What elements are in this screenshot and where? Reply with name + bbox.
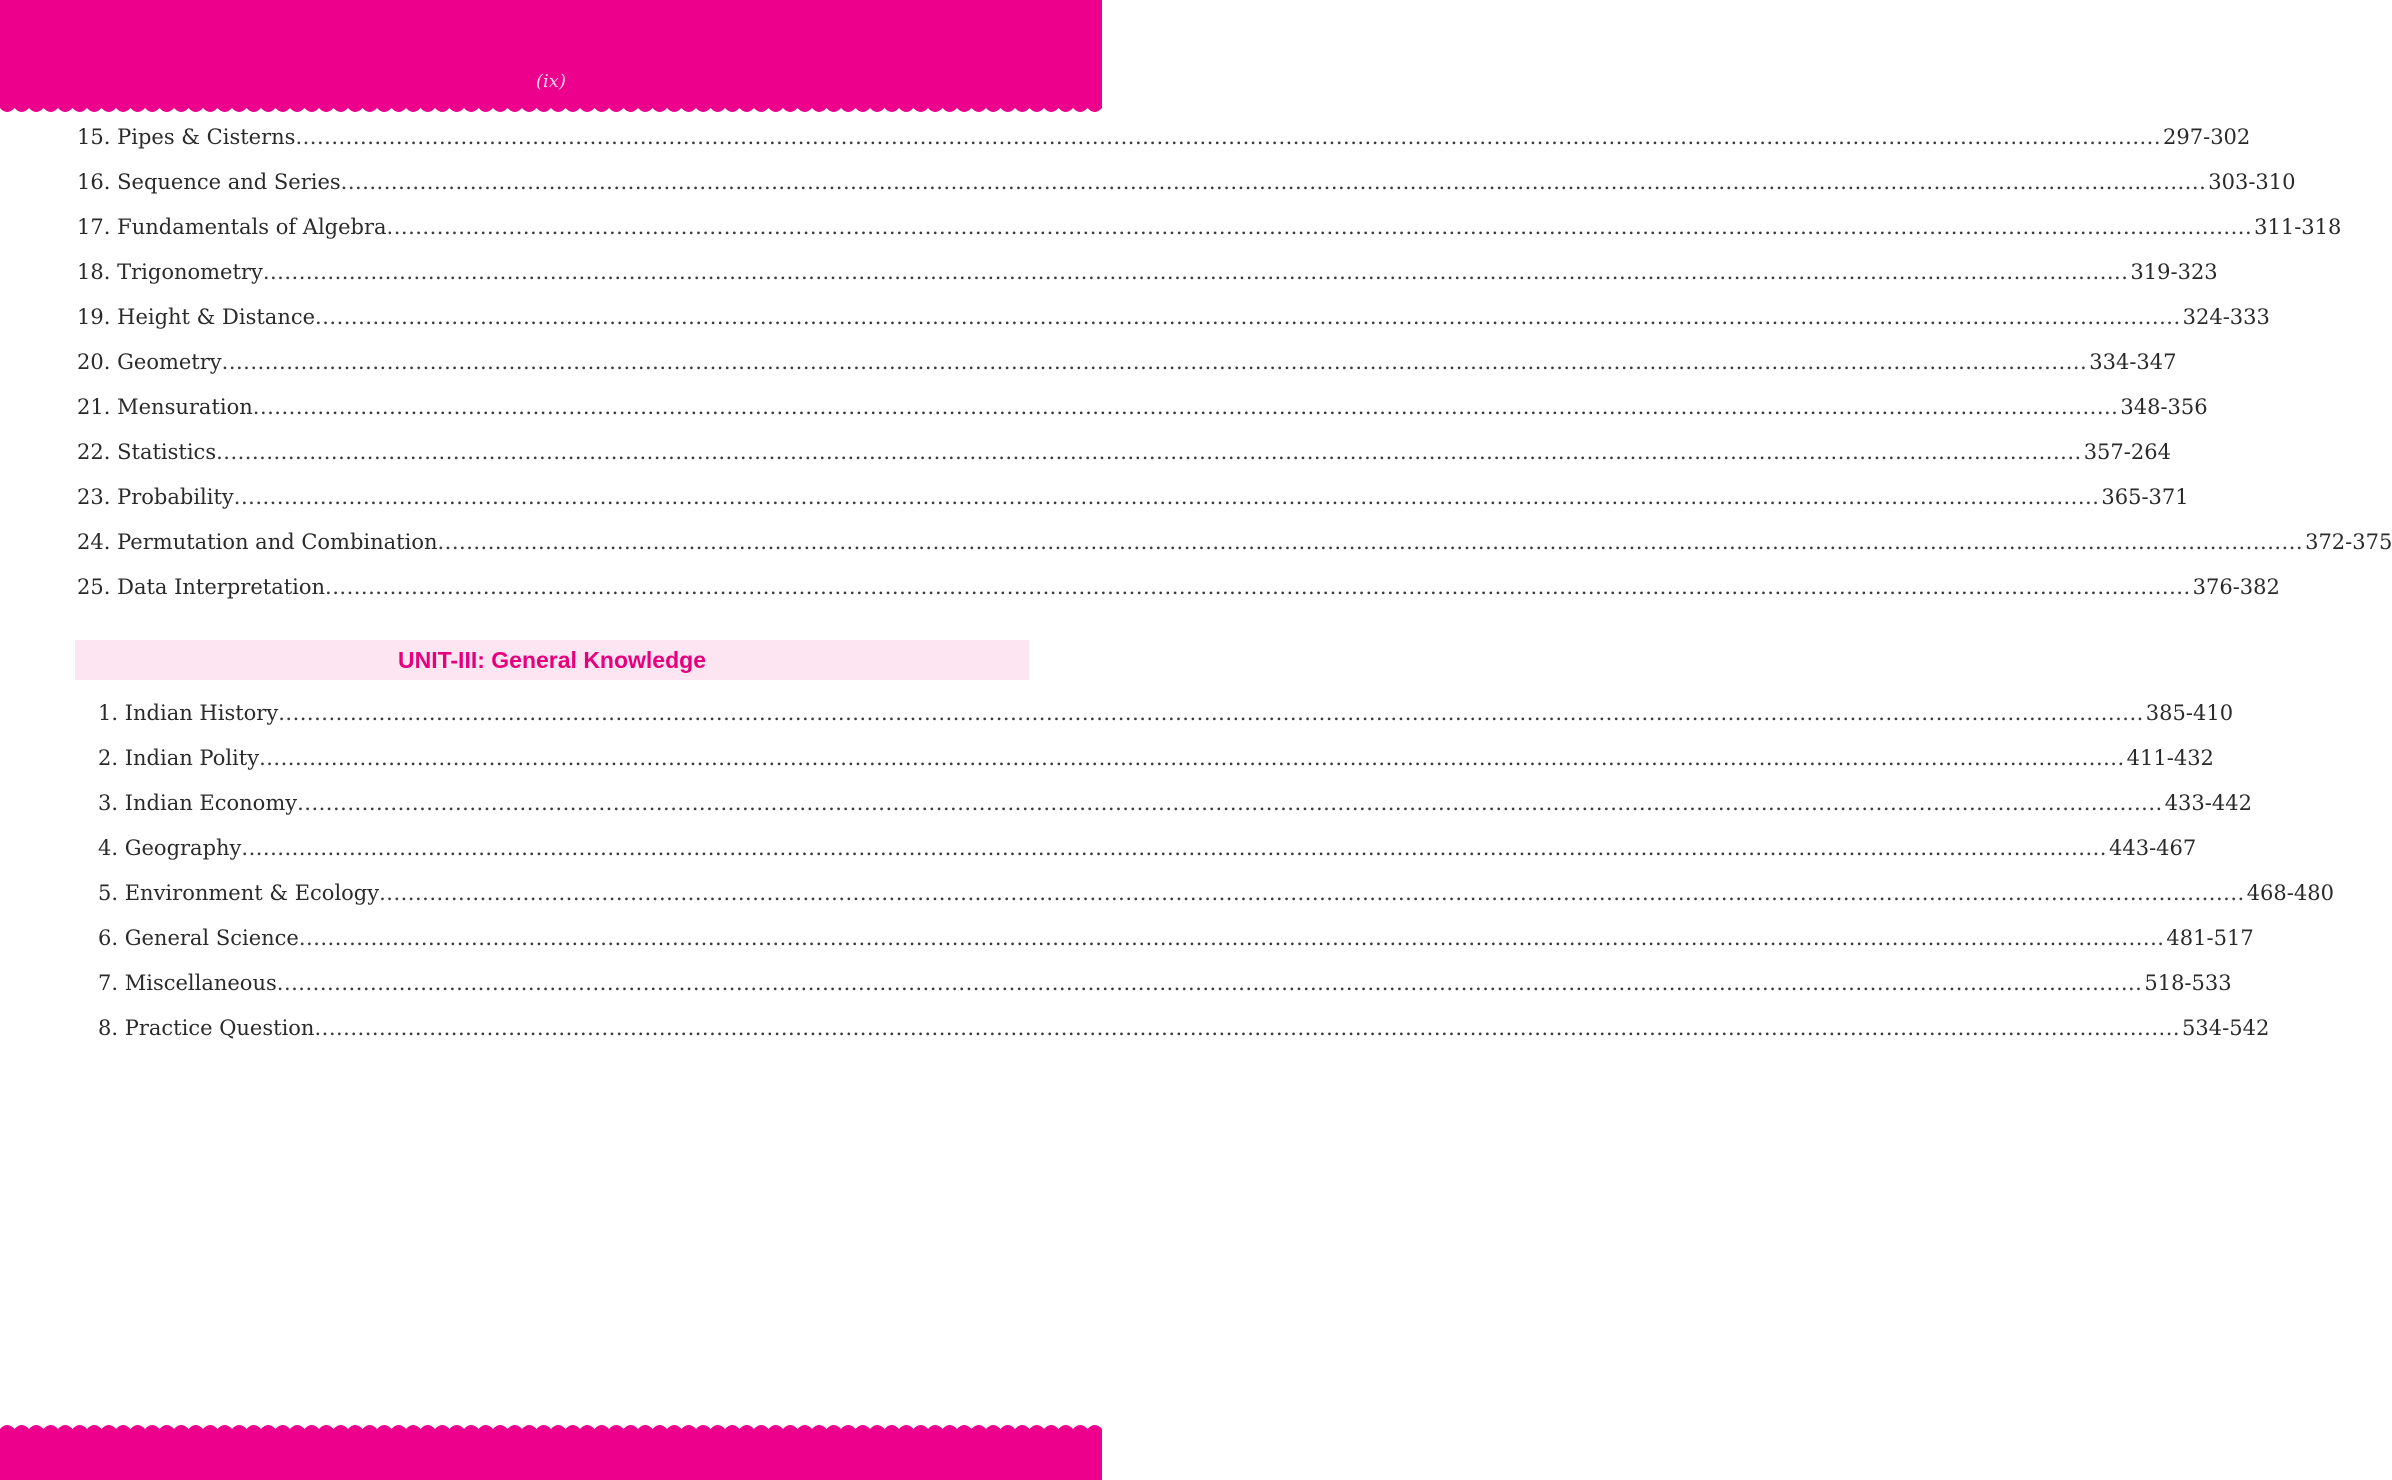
toc-entry-title: Environment & Ecology (124, 881, 380, 905)
dot-leader: .................................................................................................................................................................................................................................................................... (241, 836, 2107, 860)
toc-entry-pages: 372-375 (2305, 530, 2392, 554)
dot-leader: .................................................................................................................................................................................................................................................................... (221, 350, 2088, 374)
toc-entry-pages: 348-356 (2120, 395, 2208, 419)
toc-entry-number: 3. (97, 791, 118, 815)
toc-entry-number: 2. (97, 746, 118, 770)
toc-entry-pages: 319-323 (2130, 260, 2218, 284)
toc-entry (77, 211, 2342, 256)
toc-entry (77, 166, 2296, 211)
dot-leader: .................................................................................................................................................................................................................................................................... (297, 791, 2163, 815)
toc-entry-pages: 365-371 (2101, 485, 2189, 509)
toc-entry (77, 742, 2214, 787)
toc-entry-title: Fundamentals of Algebra (117, 215, 387, 239)
dot-leader: .................................................................................................................................................................................................................................................................... (295, 125, 2162, 149)
toc-entry-title: Data Interpretation (117, 575, 326, 599)
toc-entry-pages: 297-302 (2163, 125, 2251, 149)
dot-leader: .................................................................................................................................................................................................................................................................... (252, 395, 2119, 419)
toc-entry (77, 697, 2234, 742)
toc-entry-pages: 518-533 (2144, 971, 2232, 995)
toc-entry-title: Indian Economy (124, 791, 298, 815)
toc-entry (77, 832, 2197, 877)
footer-band (0, 1430, 1102, 1480)
toc-entry-title: Miscellaneous (124, 971, 277, 995)
toc-entry-number: 15. (77, 125, 111, 149)
toc-entry-pages: 481-517 (2166, 926, 2254, 950)
dot-leader: .................................................................................................................................................................................................................................................................... (379, 881, 2245, 905)
toc-entry-number: 5. (97, 881, 118, 905)
toc-entry (77, 877, 2334, 922)
toc-entry-title: Sequence and Series (117, 170, 341, 194)
toc-entry-title: Trigonometry (117, 260, 263, 284)
toc-list-general-knowledge (77, 697, 2334, 1057)
dot-leader: .................................................................................................................................................................................................................................................................... (315, 305, 2181, 329)
dot-leader: .................................................................................................................................................................................................................................................................... (437, 530, 2304, 554)
toc-entry-number: 22. (77, 440, 111, 464)
toc-entry-number: 17. (77, 215, 111, 239)
toc-entry-title: Height & Distance (117, 305, 316, 329)
toc-entry-pages: 385-410 (2145, 701, 2234, 725)
toc-entry-title: Statistics (117, 440, 217, 464)
toc-entry-title: Permutation and Combination (117, 530, 438, 554)
toc-entry-title: Geometry (117, 350, 222, 374)
toc-entry (77, 481, 2189, 526)
toc-entry (77, 571, 2280, 616)
page-number: (ix) (536, 71, 566, 92)
toc-entry-number: 24. (77, 530, 111, 554)
toc-entry-number: 4. (97, 836, 118, 860)
toc-entry (77, 121, 2251, 166)
toc-entry-title: Mensuration (117, 395, 253, 419)
dot-leader: .................................................................................................................................................................................................................................................................... (276, 971, 2143, 995)
toc-entry-pages: 468-480 (2246, 881, 2334, 905)
unit-heading: UNIT-III: General Knowledge (75, 640, 1029, 680)
toc-entry-number: 1. (97, 701, 118, 725)
toc-entry-title: Pipes & Cisterns (117, 125, 296, 149)
toc-entry-number: 21. (77, 395, 111, 419)
dot-leader: .................................................................................................................................................................................................................................................................... (340, 170, 2207, 194)
toc-entry-number: 25. (77, 575, 111, 599)
toc-entry (77, 346, 2177, 391)
toc-list-quantitative (77, 121, 2392, 616)
toc-entry (77, 256, 2218, 301)
toc-entry-pages: 324-333 (2182, 305, 2270, 329)
toc-entry (77, 526, 2392, 571)
toc-entry-number: 19. (77, 305, 111, 329)
toc-entry-pages: 433-442 (2164, 791, 2252, 815)
toc-entry-title: Indian Polity (124, 746, 260, 770)
toc-entry (77, 391, 2208, 436)
toc-entry (77, 922, 2254, 967)
toc-entry-pages: 534-542 (2182, 1016, 2270, 1040)
dot-leader: .................................................................................................................................................................................................................................................................... (386, 215, 2253, 239)
dot-leader: .................................................................................................................................................................................................................................................................... (259, 746, 2125, 770)
toc-entry-pages: 334-347 (2089, 350, 2177, 374)
header-scalloped-edge (0, 105, 1102, 115)
toc-entry-number: 6. (97, 926, 118, 950)
toc-entry-title: Indian History (124, 701, 279, 725)
toc-entry-pages: 443-467 (2108, 836, 2197, 860)
toc-entry-number: 18. (77, 260, 111, 284)
toc-entry-title: General Science (124, 926, 299, 950)
toc-entry (77, 967, 2232, 1012)
toc-entry-number: 7. (97, 971, 118, 995)
toc-entry-title: Practice Question (124, 1016, 315, 1040)
toc-entry-number: 8. (97, 1016, 118, 1040)
dot-leader: .................................................................................................................................................................................................................................................................... (216, 440, 2082, 464)
toc-entry-pages: 311-318 (2254, 215, 2342, 239)
toc-entry-pages: 303-310 (2208, 170, 2296, 194)
toc-entry-pages: 357-264 (2083, 440, 2171, 464)
toc-entry-pages: 411-432 (2126, 746, 2214, 770)
dot-leader: .................................................................................................................................................................................................................................................................... (278, 701, 2144, 725)
toc-entry-title: Geography (124, 836, 242, 860)
toc-entry-number: 20. (77, 350, 111, 374)
toc-entry-pages: 376-382 (2192, 575, 2280, 599)
toc-entry-number: 16. (77, 170, 111, 194)
toc-entry (77, 1012, 2270, 1057)
dot-leader: .................................................................................................................................................................................................................................................................... (325, 575, 2191, 599)
toc-entry (77, 436, 2171, 481)
dot-leader: .................................................................................................................................................................................................................................................................... (262, 260, 2129, 284)
toc-entry-number: 23. (77, 485, 111, 509)
dot-leader: .................................................................................................................................................................................................................................................................... (298, 926, 2165, 950)
toc-entry-title: Probability (117, 485, 234, 509)
toc-entry (77, 787, 2252, 832)
dot-leader: .................................................................................................................................................................................................................................................................... (314, 1016, 2181, 1040)
dot-leader: .................................................................................................................................................................................................................................................................... (233, 485, 2100, 509)
toc-entry (77, 301, 2270, 346)
